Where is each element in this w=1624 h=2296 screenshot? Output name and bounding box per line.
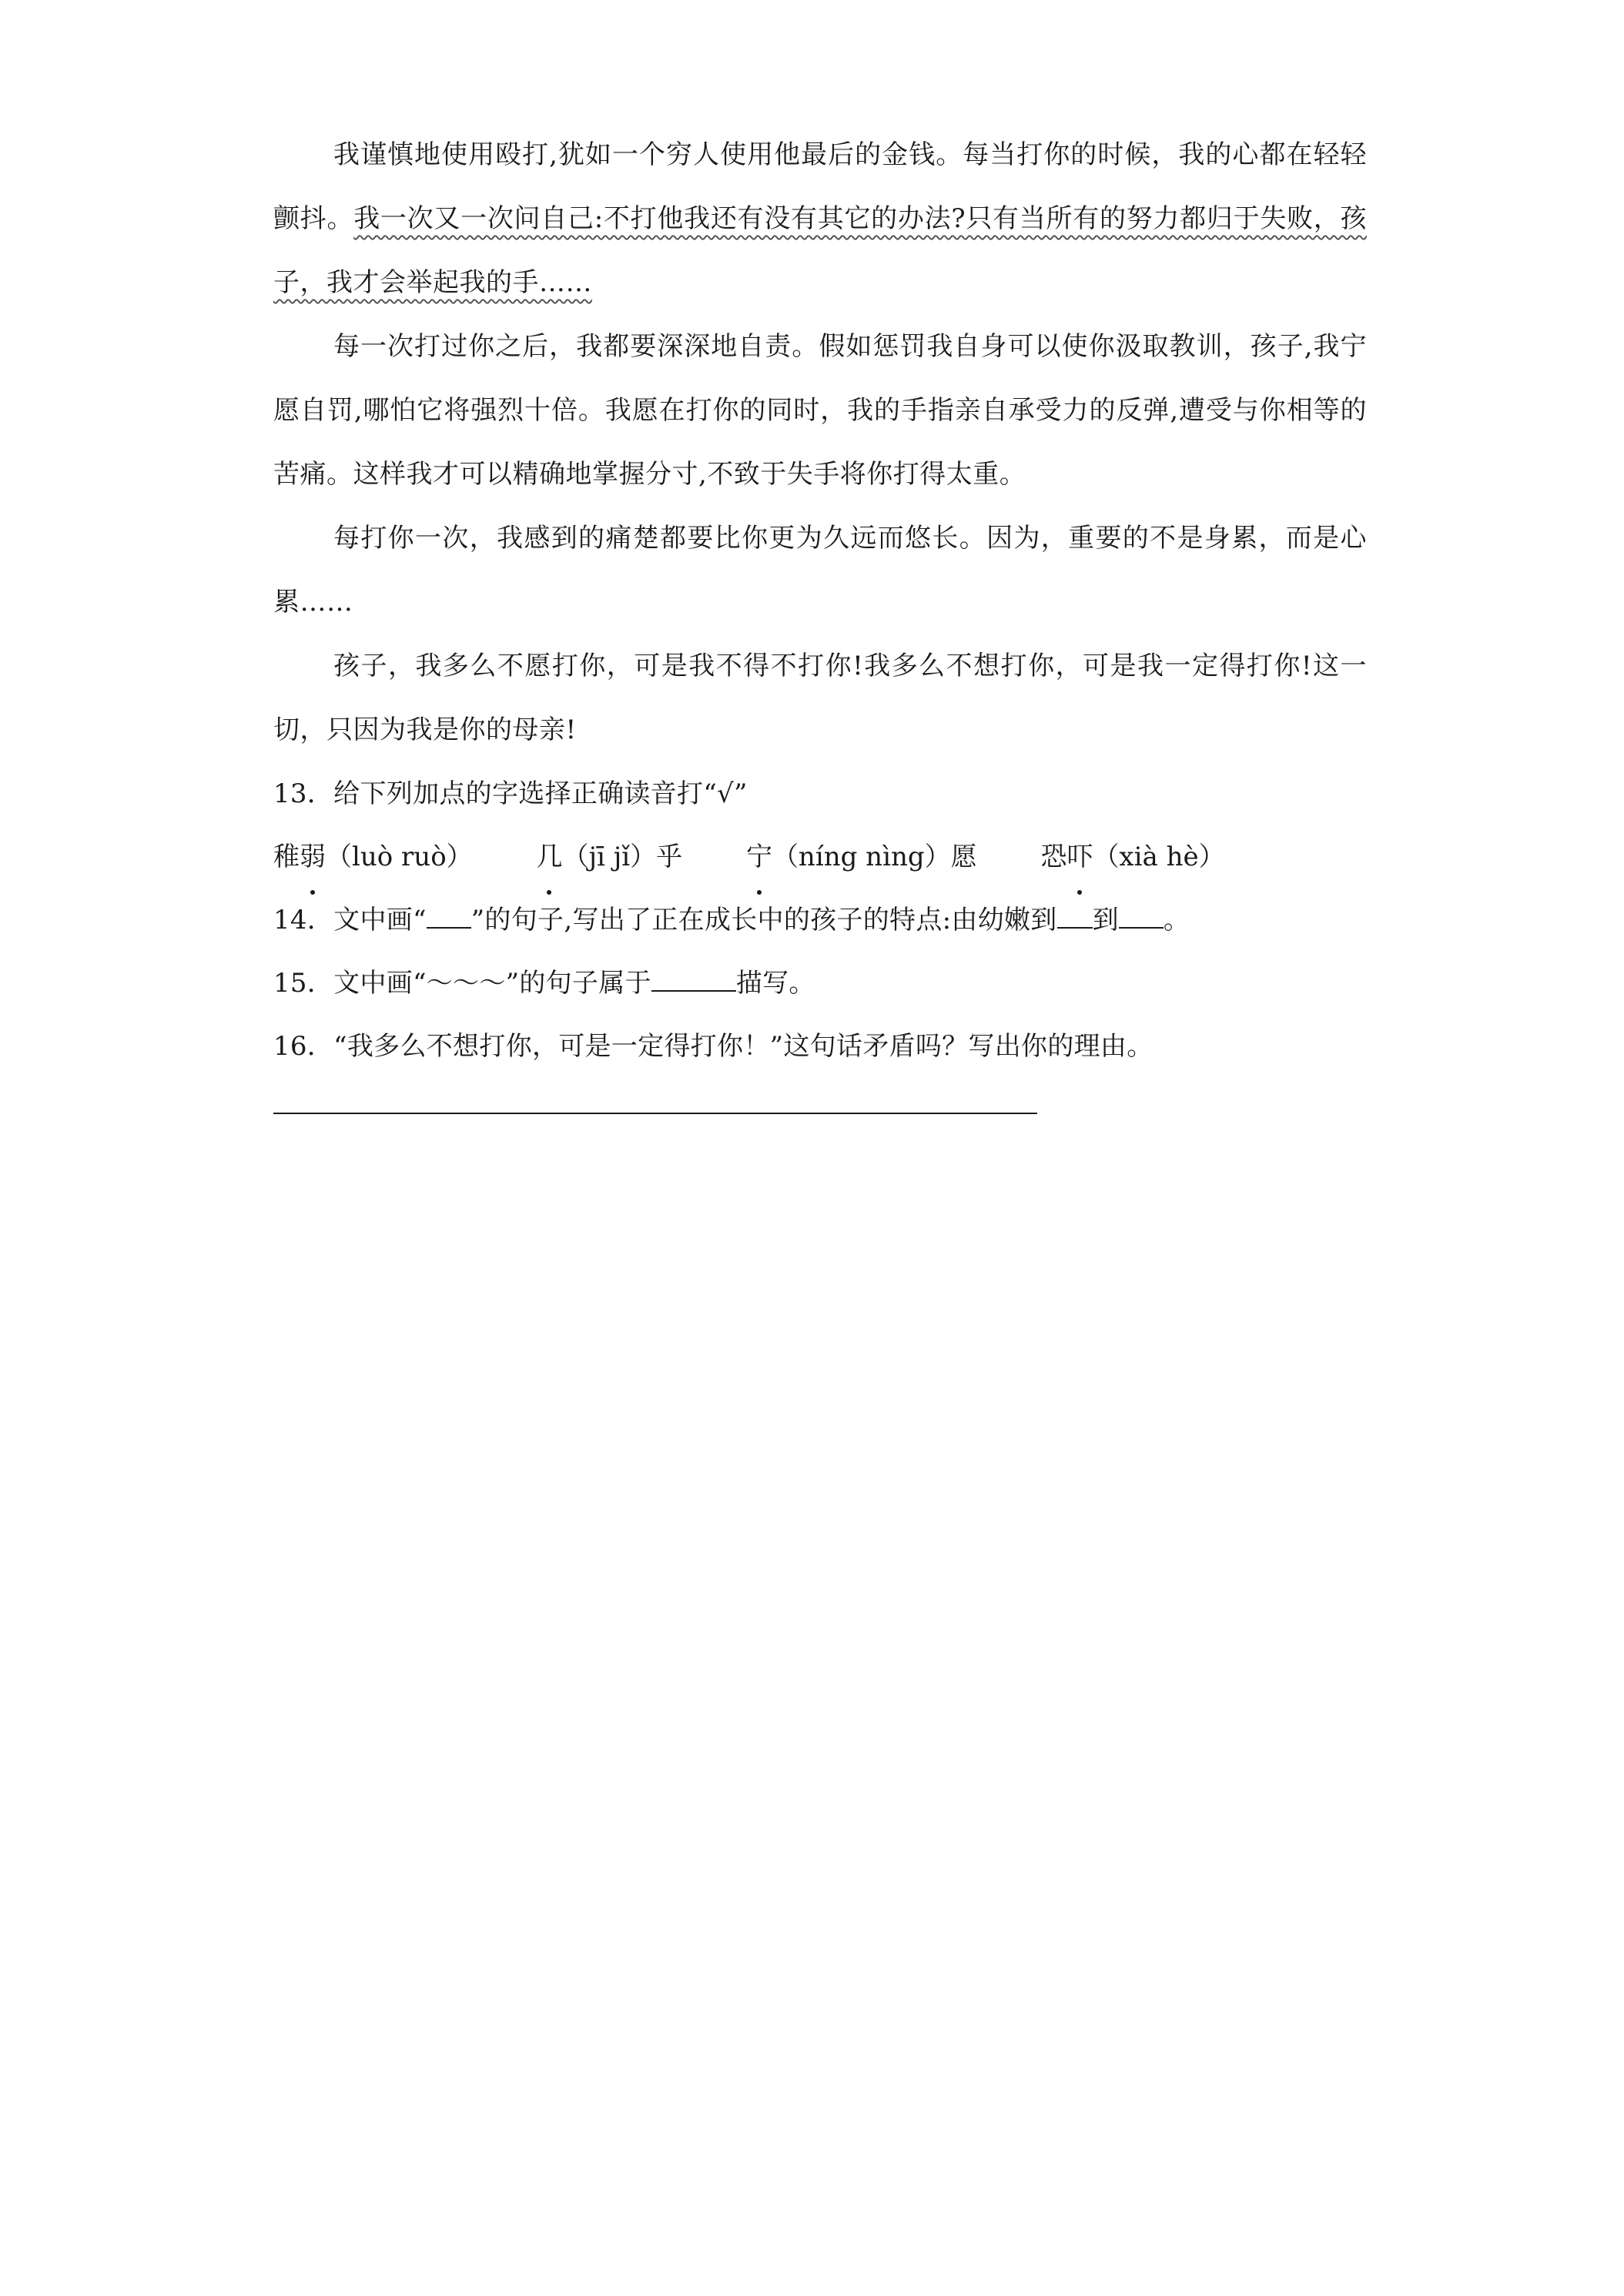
paragraph-4: 孩子，我多么不愿打你，可是我不得不打你!我多么不想打你，可是我一定得打你!这一切，只因为我是你的母亲! xyxy=(273,651,1367,745)
answer-line[interactable] xyxy=(273,1112,1037,1114)
dotted-character: 宁 xyxy=(746,825,772,889)
dotted-character: 几 xyxy=(536,825,562,889)
dotted-character: 弱 xyxy=(300,825,326,889)
paragraph-3: 每打你一次，我感到的痛楚都要比你更为久远而悠长。因为，重要的不是身累，而是心累…… xyxy=(273,523,1367,618)
paragraph-2: 每一次打过你之后，我都要深深地自责。假如惩罚我自身可以使你汲取教训，孩子,我宁愿自罚,哪怕它将强烈十倍。我愿在打你的同时，我的手指亲自承受力的反弹,遭受与你相等的苦痛。这样我才可以精确地掌握分寸,不致于失手将你打得太重。 xyxy=(273,331,1367,490)
answer-blank[interactable] xyxy=(1057,904,1093,929)
question-14: 14．文中画“ ”的句子,写出了正在成长中的孩子的特点:由幼嫩到 到 。 xyxy=(273,905,1190,935)
pinyin-item: 稚弱（luò ruò） xyxy=(273,825,473,889)
answer-blank[interactable] xyxy=(1119,904,1164,929)
dotted-character: 吓 xyxy=(1066,825,1093,889)
paragraph-1: 我谨慎地使用殴打,犹如一个穷人使用他最后的金钱。每当打你的时候，我的心都在轻轻颤抖。我一次又一次问自己:不打他我还有没有其它的办法?只有当所有的努力都归于失败，孩子，我才会举起我的手…… xyxy=(273,139,1367,298)
pinyin-item: 几（jī jǐ）乎 xyxy=(536,825,682,889)
answer-blank[interactable] xyxy=(427,904,471,929)
wavy-underlined-sentence: 我一次又一次问自己:不打他我还有没有其它的办法?只有当所有的努力都归于失败，孩子，我才会举起我的手…… xyxy=(273,203,1367,298)
pinyin-item: 宁（níng nìng）愿 xyxy=(746,825,977,889)
question-13: 13．给下列加点的字选择正确读音打“√” xyxy=(273,778,748,809)
pinyin-item: 恐吓（xià hè） xyxy=(1040,825,1224,889)
question-13-items xyxy=(273,825,1367,889)
question-15: 15．文中画“～～～”的句子属于 描写。 xyxy=(273,968,815,999)
document-page xyxy=(273,123,1367,1114)
question-16: 16．“我多么不想打你，可是一定得打你！”这句话矛盾吗？写出你的理由。 xyxy=(273,1031,1154,1062)
answer-blank[interactable] xyxy=(651,967,736,992)
